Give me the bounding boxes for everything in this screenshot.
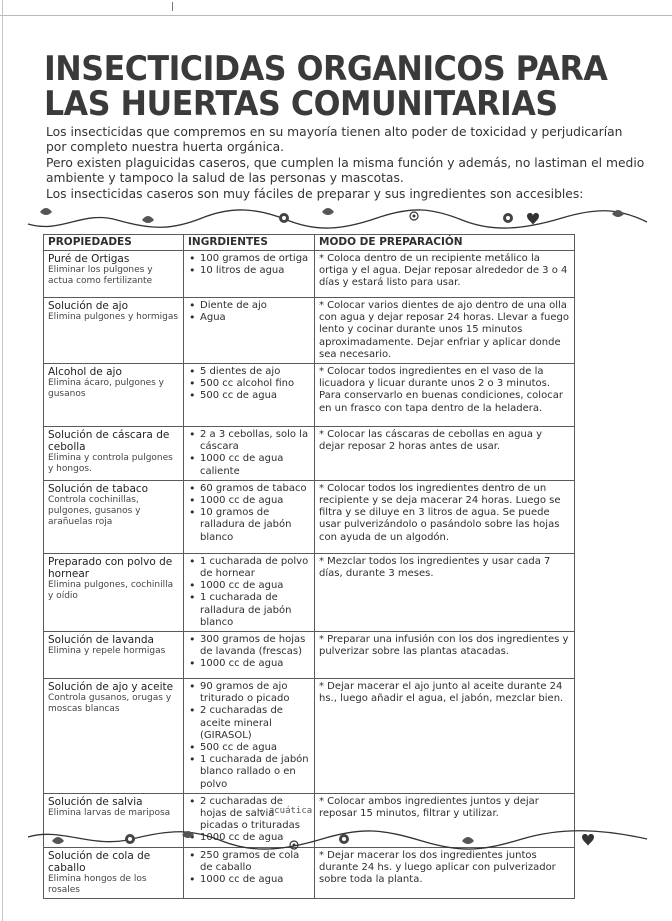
- ingredient-item: • 1 cucharada de jabón blanco rallado o en polvo: [200, 754, 310, 791]
- scan-mark: [172, 2, 173, 11]
- ingredient-item: • 300 gramos de hojas de lavanda (frescas): [200, 634, 310, 658]
- ingredient-item: • 2 a 3 cebollas, solo la cáscara: [200, 429, 310, 453]
- property-name: Solución de cola de caballo: [48, 849, 151, 874]
- property-description: Elimina y controla pulgones y hongos.: [48, 453, 173, 475]
- property-name: Solución de cáscara de cebolla: [48, 429, 170, 454]
- leaf-icon: [52, 837, 64, 844]
- property-cell: [44, 298, 184, 364]
- page-edge-top: [0, 15, 672, 16]
- property-description: Elimina pulgones, cochinilla y oídio: [48, 580, 174, 602]
- property-description: Eliminar los pulgones y actua como fertilizante: [48, 265, 153, 287]
- ingredient-item: • 60 gramos de tabaco: [200, 483, 310, 495]
- leaf-icon: [462, 837, 474, 844]
- property-cell: [44, 553, 184, 631]
- ingredients-cell: [184, 847, 315, 898]
- ingredient-item: • 1000 cc de agua: [200, 495, 310, 507]
- property-description: Controla cochinillas, pulgones, gusanos y arañuelas roja: [48, 495, 141, 528]
- table-row: [44, 553, 575, 631]
- table-row: [44, 251, 575, 298]
- property-cell: [44, 679, 184, 794]
- column-header-modo: MODO DE PREPARACIÓN: [315, 235, 575, 251]
- property-name: Solución de lavanda: [48, 634, 154, 647]
- table-row: [44, 298, 575, 364]
- flower-icon: [503, 213, 513, 223]
- leaf-icon: [322, 208, 334, 215]
- handwritten-note: → acuática: [258, 806, 313, 816]
- table-row: [44, 364, 575, 427]
- property-cell: [44, 480, 184, 553]
- property-name: Solución de ajo y aceite: [48, 681, 174, 694]
- ingredient-item: • Agua: [200, 312, 310, 324]
- property-cell: [44, 427, 184, 481]
- intro-paragraph-2: Pero existen plaguicidas caseros, que cumplen la misma función y además, no lastiman el medio ambiente y tampoco la salud de las personas y mascotas.: [46, 155, 645, 186]
- method-cell: * Colocar todos los ingredientes dentro de un recipiente y se deja macerar 24 horas. Luego se filtra y se diluye en 3 litros de agua. Se puede usar pulverizándolo o pasándolo sobre las hojas con ayuda de un algodón.: [315, 480, 575, 553]
- ingredient-item: • 500 cc de agua: [200, 742, 310, 754]
- page-edge-left: [2, 0, 3, 921]
- ingredients-cell: [184, 480, 315, 553]
- vine-ornament-top: [22, 204, 652, 232]
- column-header-propiedades: PROPIEDADES: [44, 235, 184, 251]
- ingredient-item: • 10 litros de agua: [200, 265, 310, 277]
- ingredient-item: • 90 gramos de ajo triturado o picado: [200, 681, 310, 705]
- ingredients-cell: [184, 427, 315, 481]
- property-name: Solución de salvia: [48, 795, 143, 808]
- property-description: Elimina y repele hormigas: [48, 646, 166, 657]
- ingredient-item: • 2 cucharadas de aceite mineral (GIRASOL): [200, 705, 310, 742]
- property-description: Elimina ácaro, pulgones y gusanos: [48, 378, 164, 400]
- ingredient-item: • 5 dientes de ajo: [200, 366, 310, 378]
- property-description: Controla gusanos, orugas y moscas blancas: [48, 693, 172, 715]
- page-title-line-1: INSECTICIDAS ORGANICOS PARA: [44, 49, 608, 89]
- ingredients-cell: [184, 298, 315, 364]
- method-cell: * Coloca dentro de un recipiente metálico la ortiga y el agua. Dejar reposar alrededor de 3 o 4 días y estará listo para usar.: [315, 251, 575, 298]
- ingredient-item: • 1 cucharada de polvo de hornear: [200, 556, 310, 580]
- insecticides-table: [43, 234, 575, 899]
- table-row: [44, 480, 575, 553]
- intro-paragraph-3: Los insecticidas caseros son muy fáciles de preparar y sus ingredientes son accesibles:: [46, 186, 584, 201]
- ingredient-item: • 1000 cc de agua: [200, 874, 310, 886]
- ingredients-cell: [184, 632, 315, 679]
- page-title: [44, 49, 608, 124]
- ingredient-item: • 1000 cc de agua: [200, 658, 310, 670]
- method-cell: * Dejar macerar el ajo junto al aceite durante 24 hs., luego añadir el agua, el jabón, mezclar bien.: [315, 679, 575, 794]
- method-cell: * Colocar ambos ingredientes juntos y dejar reposar 15 minutos, filtrar y utilizar.: [315, 793, 575, 847]
- property-description: Elimina pulgones y hormigas: [48, 312, 179, 323]
- ingredient-item: • 2 cucharadas de hojas de salvia picadas o trituradas: [200, 796, 310, 833]
- method-cell: * Preparar una infusión con los dos ingredientes y pulverizar sobre las plantas atacadas.: [315, 632, 575, 679]
- ingredient-item: • 500 cc de agua: [200, 390, 310, 402]
- property-cell: [44, 364, 184, 427]
- flower-icon: [410, 212, 418, 220]
- flower-icon: [339, 834, 349, 844]
- ingredient-item: • Diente de ajo: [200, 300, 310, 312]
- intro-paragraph-1: Los insecticidas que compremos en su mayoría tienen alto poder de toxicidad y perjudicarían por completo nuestra huerta orgánica.: [46, 125, 623, 155]
- flower-icon: [125, 834, 135, 844]
- method-cell: * Mezclar todos los ingredientes y usar cada 7 días, durante 3 meses.: [315, 553, 575, 631]
- ingredient-item: • 1000 cc de agua: [200, 580, 310, 592]
- property-description: Elimina larvas de mariposa: [48, 808, 171, 819]
- ingredients-cell: [184, 553, 315, 631]
- ingredient-item: • 500 cc alcohol fino: [200, 378, 310, 390]
- table-header-row: [44, 235, 575, 251]
- method-cell: * Dejar macerar los dos ingredientes juntos durante 24 hs. y luego aplicar con pulverizador sobre toda la planta.: [315, 847, 575, 898]
- ingredient-item: • 250 gramos de cola de caballo: [200, 850, 310, 874]
- ingredient-item: • 1000 cc de agua caliente: [200, 453, 310, 477]
- method-cell: * Colocar todos ingredientes en el vaso de la licuadora y licuar durante unos 2 o 3 minutos. Para conservarlo en buenas condiciones, colocar en un frasco con tapa dentro de la heladera.: [315, 364, 575, 427]
- heart-icon: [582, 834, 594, 846]
- method-cell: * Colocar varios dientes de ajo dentro de una olla con agua y dejar reposar 24 horas. Llevar a fuego lento y cocinar durante unos 15 minutos aproximadamente. Dejar enfriar y aplicar donde sea necesario.: [315, 298, 575, 364]
- page-title-line-2: LAS HUERTAS COMUNITARIAS: [44, 84, 558, 124]
- leaf-icon: [40, 208, 52, 215]
- method-cell: * Colocar las cáscaras de cebollas en agua y dejar reposar 2 horas antes de usar.: [315, 427, 575, 481]
- property-name: Solución de ajo: [48, 300, 129, 312]
- ingredient-item: • 10 gramos de ralladura de jabón blanco: [200, 507, 310, 544]
- ingredient-item: • 1 cucharada de ralladura de jabón blanco: [200, 592, 310, 629]
- property-cell: [44, 847, 184, 898]
- column-header-ingredientes: INGRDIENTES: [184, 235, 315, 251]
- vine-ornament-bottom: [22, 825, 652, 853]
- ingredients-cell: [184, 251, 315, 298]
- table-row: [44, 427, 575, 481]
- property-description: Elimina hongos de los rosales: [48, 874, 147, 896]
- property-name: Preparado con polvo de hornear: [48, 555, 173, 581]
- table-row: [44, 632, 575, 679]
- property-cell: [44, 251, 184, 298]
- leaf-icon: [142, 216, 154, 223]
- property-name: Puré de Ortigas: [48, 253, 130, 265]
- ingredients-cell: [184, 364, 315, 427]
- intro-text: [46, 125, 646, 202]
- property-name: Solución de tabaco: [48, 482, 149, 495]
- table-row: [44, 679, 575, 794]
- property-name: Alcohol de ajo: [48, 366, 122, 379]
- ingredient-item: • 1000 cc de agua: [200, 832, 310, 844]
- table-row: [44, 847, 575, 898]
- property-cell: [44, 632, 184, 679]
- flower-icon: [279, 213, 289, 223]
- heart-icon: [527, 213, 539, 225]
- ingredients-cell: [184, 679, 315, 794]
- ingredient-item: • 100 gramos de ortiga: [200, 253, 310, 265]
